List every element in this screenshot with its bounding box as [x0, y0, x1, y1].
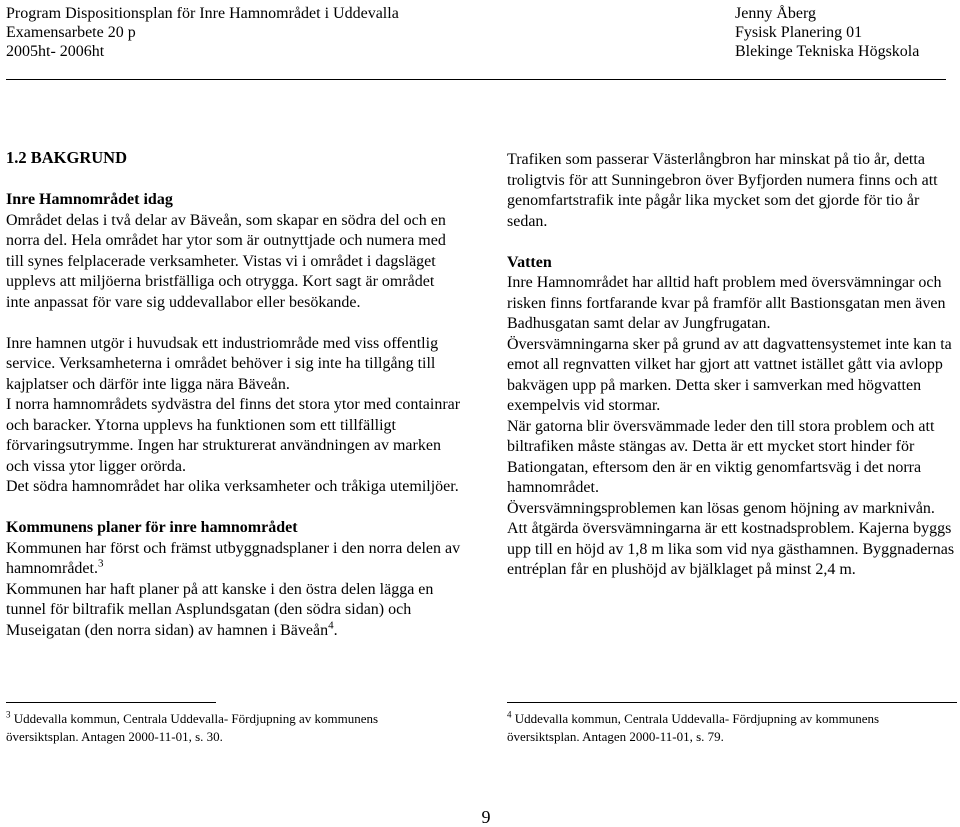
- paragraph-text: Kommunen har först och främst utbyggnadsplaner i den norra delen av hamnområdet.: [6, 539, 461, 577]
- paragraph-text: Kommunen har haft planer på att kanske i den östra delen lägga en tunnel för biltrafik mellan Asplundsgatan (den södra sidan) och Museigatan (den norra sidan) av hamnen i Bäveån: [6, 580, 434, 639]
- paragraph: Det södra hamnområdet har olika verksamheter och tråkiga utemiljöer.: [6, 478, 459, 495]
- paragraph: [6, 580, 461, 642]
- section-title: 1.2 BAKGRUND: [6, 148, 128, 167]
- footnote-number: 3: [6, 709, 11, 720]
- header-course: Examensarbete 20 p: [6, 24, 136, 41]
- paragraph: I norra hamnområdets sydvästra del finns det stora ytor med containrar och baracker. Ytorna upplevs ha funktionen som ett tillfälligt förvaringsutrymme. Ingen har strukturerat användningen av marken och vissa ytor ligger orörda.: [6, 396, 461, 475]
- footnote-number: 4: [507, 709, 512, 720]
- header-title: Program Dispositionsplan för Inre Hamnområdet i Uddevalla: [6, 5, 399, 22]
- paragraph: Området delas i två delar av Bäveån, som skapar en södra del och en norra del. Hela området har ytor som är outnyttjade och numera med till synes felplacerade verksamheter. Vistas vi i området i dagsläget upplevs att miljöerna bristfälliga och otrygga. Kort sagt är området inte anpassat för vare sig uddevallabor eller besökande.: [6, 211, 446, 311]
- footnote-reference: 3: [97, 557, 104, 570]
- paragraph: Översvämningarna sker på grund av att dagvattensystemet inte kan ta emot all regnvatten vilket har gjort att vattnet istället gått via avlopp bakvägen upp på marken. Detta sker i samverkan med högvatten exempelvis vid stormar.: [507, 335, 952, 414]
- paragraph: [6, 539, 461, 580]
- header-divider: [6, 79, 946, 80]
- footnote-text: Uddevalla kommun, Centrala Uddevalla- Fördjupning av kommunens översiktsplan. Antagen 2000-11-01, s. 79.: [507, 711, 880, 744]
- subheading-inre-hamnomradet: Inre Hamnområdet idag: [6, 191, 173, 208]
- footnote-reference: 4: [328, 619, 334, 632]
- paragraph: När gatorna blir översvämmade leder den till stora problem och att biltrafiken måste stängas av. Detta är ett mycket stort hinder för Bationgatan, eftersom den är en viktig genomfartsväg i det norra hamnområdet.: [507, 417, 935, 496]
- header-right: [735, 4, 955, 61]
- footnote-divider: [6, 702, 216, 703]
- page-number: 9: [481, 807, 491, 827]
- subheading-kommunens-planer: Kommunens planer för inre hamnområdet: [6, 519, 298, 536]
- paragraph: Inre Hamnområdet har alltid haft problem med översvämningar och risken finns fortfarande kvar på framför allt Bastionsgatan men även Badhusgatan samt delar av Jungfrugatan.: [507, 274, 946, 332]
- paragraph-end: .: [333, 621, 338, 639]
- paragraph: Trafiken som passerar Västerlångbron har minskat på tio år, detta troligtvis för att Sunningebron över Byfjorden numera finns och att genomfartstrafik inte pågår lika mycket som det gjorde för tio år sedan.: [507, 151, 938, 230]
- paragraph: Inre hamnen utgör i huvudsak ett industriområde med viss offentlig service. Verksamheterna i området behöver i sig inte ha tillgång till kajplatser och därför inte ligga nära Bäveån.: [6, 334, 439, 393]
- footnote-text: Uddevalla kommun, Centrala Uddevalla- Fördjupning av kommunens översiktsplan. Antagen 2000-11-01, s. 30.: [6, 711, 379, 744]
- footnote-divider: [507, 702, 957, 703]
- header-author: Jenny Åberg: [735, 5, 817, 22]
- header-program: Fysisk Planering 01: [735, 24, 863, 41]
- header-term: 2005ht- 2006ht: [6, 43, 105, 60]
- subheading-vatten: Vatten: [507, 253, 552, 271]
- footnote: [6, 710, 446, 746]
- footnote: [507, 710, 952, 746]
- paragraph: Översvämningsproblemen kan lösas genom höjning av marknivån. Att åtgärda översvämningarna är ett kostnadsproblem. Kajerna byggs upp till en höjd av 1,8 m lika som vid nya gästhamnen. Byggnadernas entréplan får en plushöjd av bjälklaget på minst 2,4 m.: [507, 499, 955, 578]
- header-left: [6, 4, 476, 61]
- right-column: [507, 150, 957, 581]
- left-column: [6, 148, 461, 641]
- header-school: Blekinge Tekniska Högskola: [735, 43, 920, 60]
